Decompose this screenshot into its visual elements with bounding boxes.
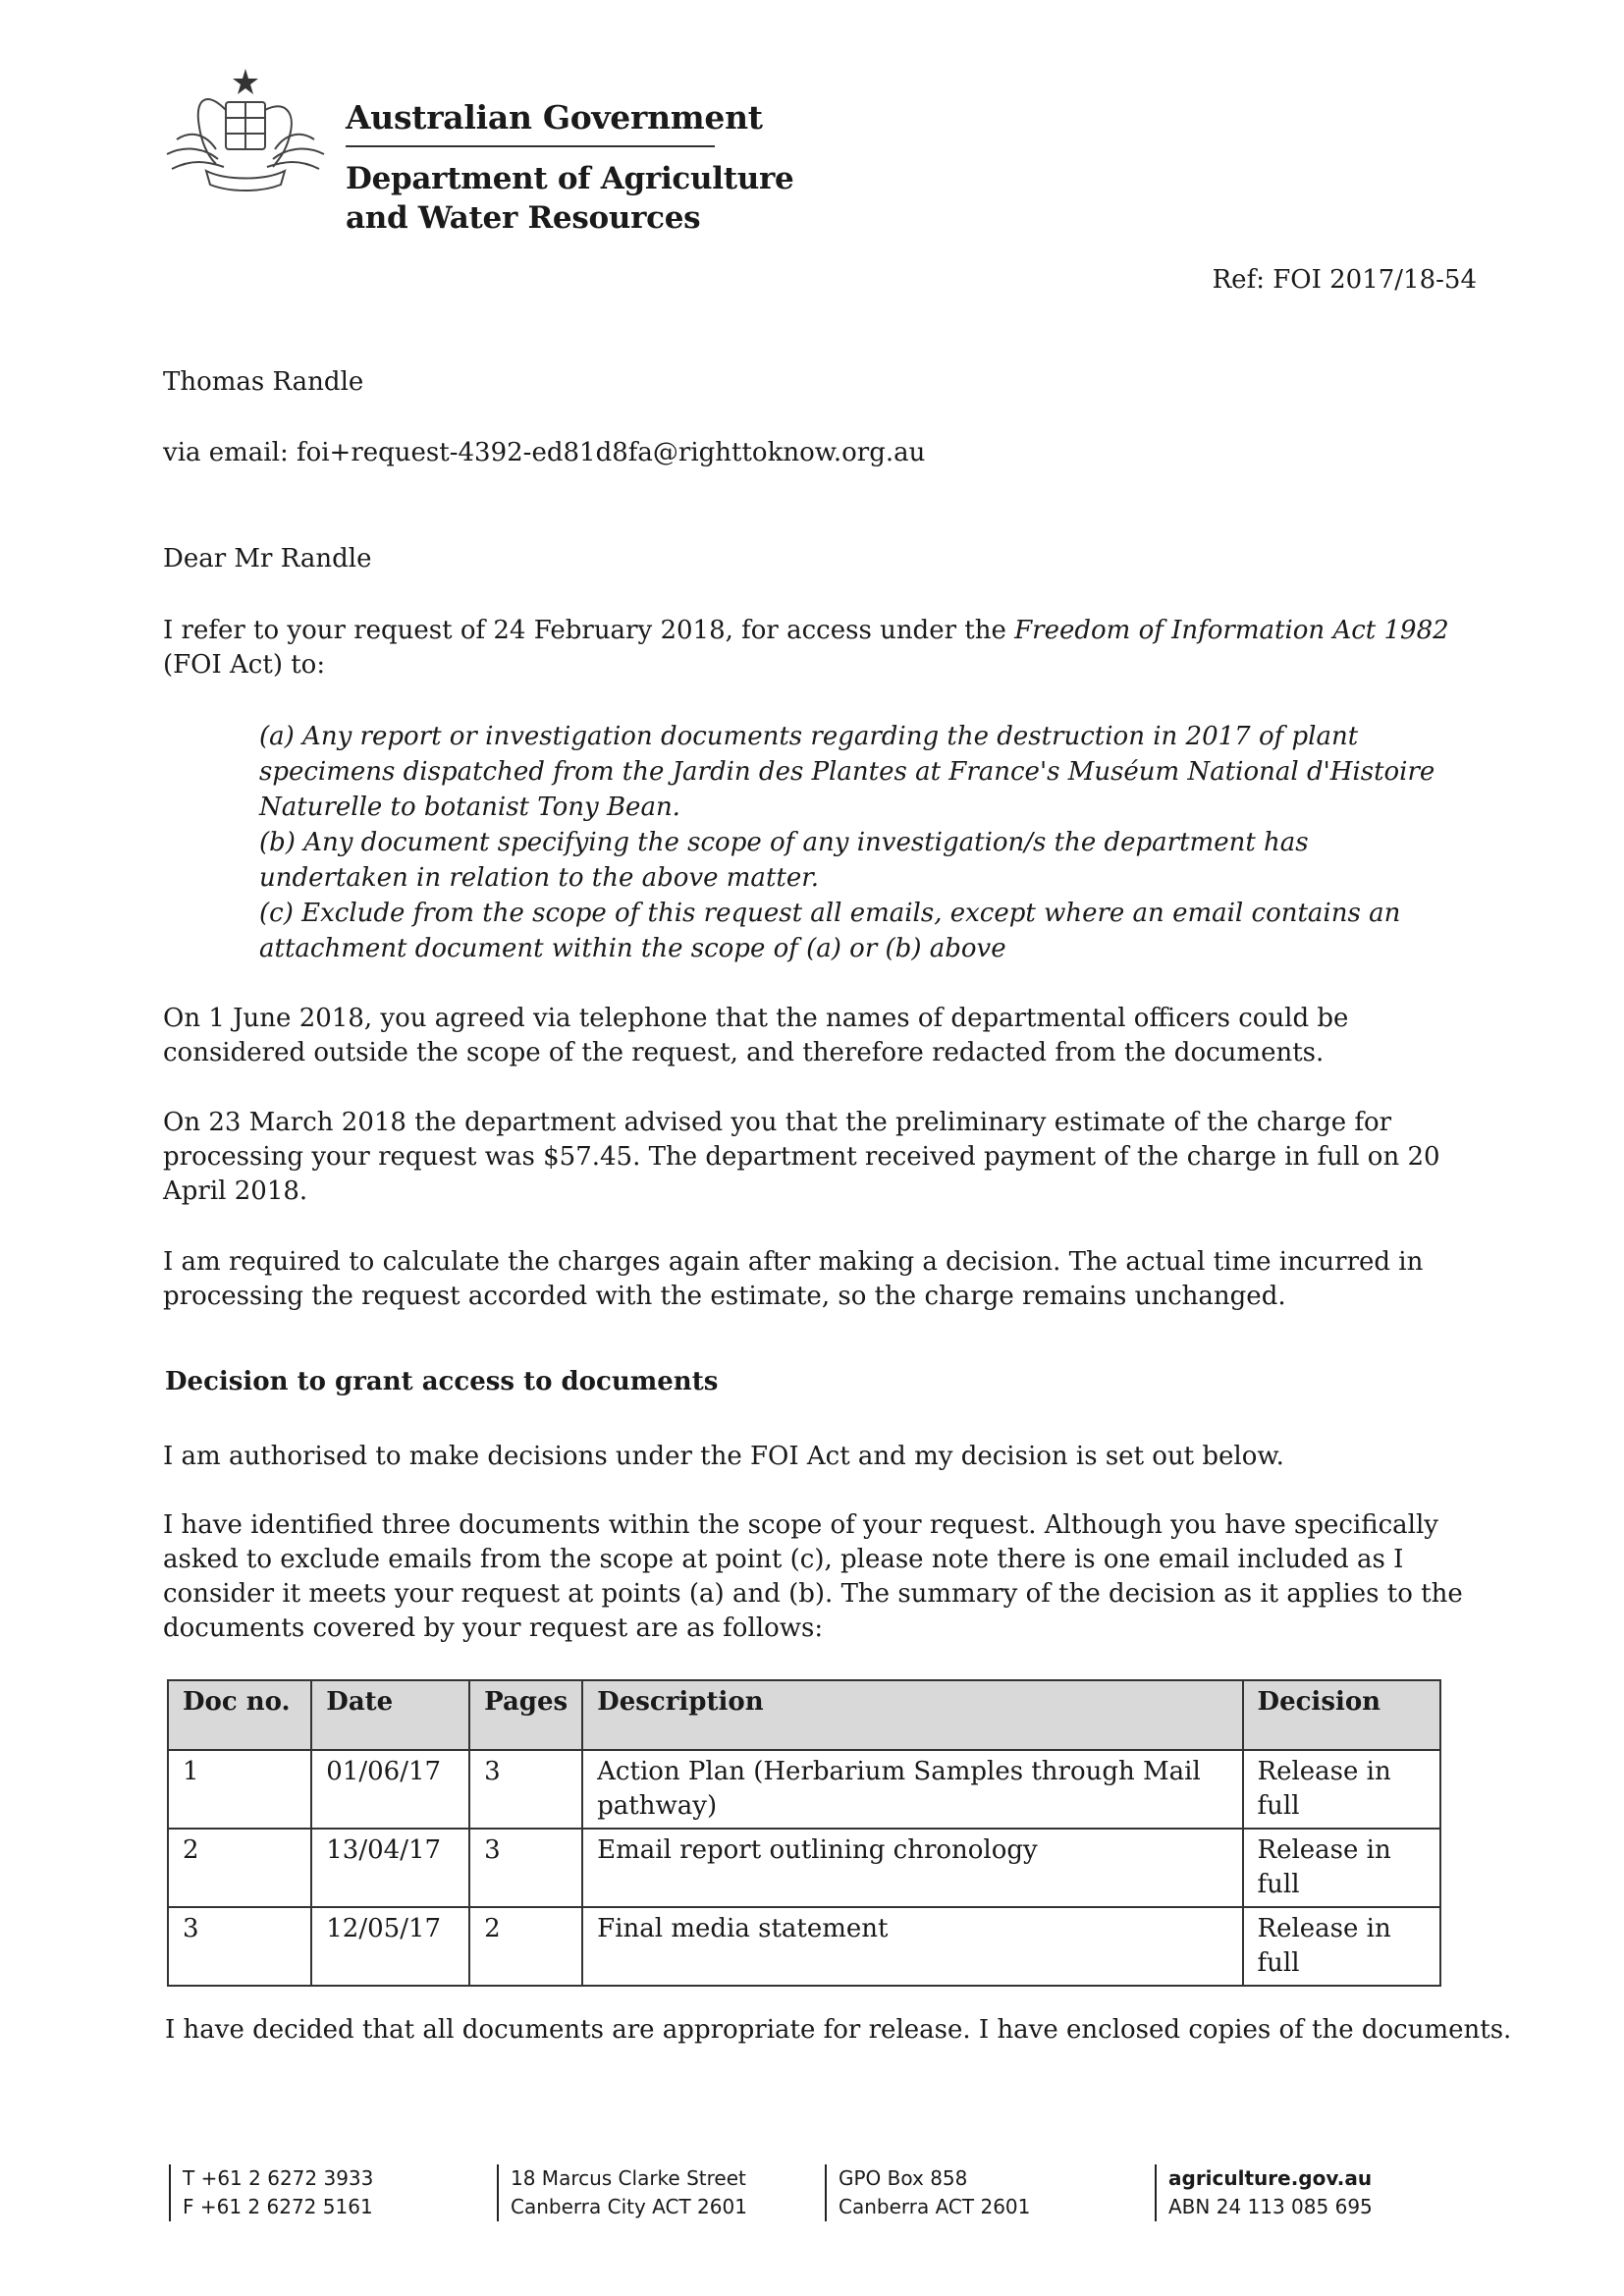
cell-doc-no: 3 bbox=[168, 1907, 311, 1986]
cell-decision: Release in full bbox=[1243, 1907, 1440, 1986]
salutation: Dear Mr Randle bbox=[163, 544, 372, 574]
header-doc-no: Doc no. bbox=[168, 1680, 311, 1750]
cell-date: 01/06/17 bbox=[311, 1750, 469, 1829]
reference-number: Ref: FOI 2017/18-54 bbox=[1212, 265, 1477, 295]
cell-date: 12/05/17 bbox=[311, 1907, 469, 1986]
cell-doc-no: 2 bbox=[168, 1829, 311, 1907]
request-item-c: (c) Exclude from the scope of this request all emails, except where an email contains an attachment document within the scope of (a) or (b) above bbox=[259, 899, 1401, 963]
charge-recalculation-paragraph: I am required to calculate the charges again after making a decision. The actual time incurred in processing the request accorded with the estimate, so the charge remains unchanged. bbox=[163, 1247, 1424, 1311]
table-row bbox=[168, 1829, 1440, 1907]
footer-street-line1: 18 Marcus Clarke Street bbox=[511, 2166, 746, 2190]
release-paragraph: I have decided that all documents are appropriate for release. I have enclosed copies of the documents. bbox=[165, 2015, 1512, 2045]
letterhead-divider bbox=[346, 145, 715, 147]
footer-web-abn bbox=[1155, 2164, 1373, 2221]
request-paragraph bbox=[163, 614, 1479, 683]
header-pages: Pages bbox=[469, 1680, 582, 1750]
cell-description: Action Plan (Herbarium Samples through Mail pathway) bbox=[582, 1750, 1242, 1829]
recipient-name: Thomas Randle bbox=[163, 367, 364, 397]
government-title: Australian Government bbox=[346, 98, 763, 137]
table-header-row bbox=[168, 1680, 1440, 1750]
coat-of-arms-logo bbox=[147, 61, 344, 208]
department-name-line2: and Water Resources bbox=[346, 200, 701, 236]
cell-decision: Release in full bbox=[1243, 1750, 1440, 1829]
footer-abn: ABN 24 113 085 695 bbox=[1168, 2195, 1373, 2218]
department-name-line1: Department of Agriculture bbox=[346, 161, 794, 196]
cell-decision: Release in full bbox=[1243, 1829, 1440, 1907]
cell-pages: 3 bbox=[469, 1829, 582, 1907]
request-text-start: I refer to your request of 24 February 2018, for access under the bbox=[163, 616, 1015, 645]
footer-fax: F +61 2 6272 5161 bbox=[183, 2195, 373, 2218]
scope-paragraph: On 1 June 2018, you agreed via telephone that the names of departmental officers could be considered outside the scope of the request, and therefore redacted from the documents. bbox=[163, 1004, 1349, 1067]
authorisation-paragraph: I am authorised to make decisions under the FOI Act and my decision is set out below. bbox=[163, 1442, 1284, 1471]
footer-website: agriculture.gov.au bbox=[1168, 2166, 1373, 2190]
request-item-b: (b) Any document specifying the scope of any investigation/s the department has undertaken in relation to the above matter. bbox=[259, 828, 1309, 893]
footer-phone: T +61 2 6272 3933 bbox=[183, 2166, 374, 2190]
footer-street-address bbox=[497, 2164, 747, 2221]
header-description: Description bbox=[582, 1680, 1242, 1750]
cell-pages: 2 bbox=[469, 1907, 582, 1986]
charge-estimate-paragraph: On 23 March 2018 the department advised you that the preliminary estimate of the charge for processing your request was $57.45. The department received payment of the charge in full on 20 April 2018. bbox=[163, 1108, 1440, 1206]
recipient-email: via email: foi+request-4392-ed81d8fa@righttoknow.org.au bbox=[163, 438, 926, 467]
cell-doc-no: 1 bbox=[168, 1750, 311, 1829]
cell-description: Email report outlining chronology bbox=[582, 1829, 1242, 1907]
request-text-end: (FOI Act) to: bbox=[163, 650, 326, 680]
footer-po-line1: GPO Box 858 bbox=[839, 2166, 968, 2190]
footer-po-line2: Canberra ACT 2601 bbox=[839, 2195, 1031, 2218]
table-row bbox=[168, 1907, 1440, 1986]
header-decision: Decision bbox=[1243, 1680, 1440, 1750]
footer-street-line2: Canberra City ACT 2601 bbox=[511, 2195, 747, 2218]
decision-table bbox=[167, 1679, 1441, 1987]
documents-identified-paragraph: I have identified three documents within the scope of your request. Although you have specifically asked to exclude emails from the scope at point (c), please note there is one email included as I consider it meets your request at points (a) and (b). The summary of the decision as it applies to the documents covered by your request are as follows: bbox=[163, 1510, 1463, 1643]
footer-postal-address bbox=[825, 2164, 1030, 2221]
act-name: Freedom of Information Act 1982 bbox=[1014, 616, 1449, 645]
request-item-a: (a) Any report or investigation documents regarding the destruction in 2017 of plant specimens dispatched from the Jardin des Plantes at France's Muséum National d'Histoire Naturelle to botanist Tony Bean. bbox=[259, 722, 1435, 822]
header-date: Date bbox=[311, 1680, 469, 1750]
footer-contact-numbers bbox=[169, 2164, 373, 2221]
table-row bbox=[168, 1750, 1440, 1829]
cell-date: 13/04/17 bbox=[311, 1829, 469, 1907]
cell-description: Final media statement bbox=[582, 1907, 1242, 1986]
cell-pages: 3 bbox=[469, 1750, 582, 1829]
decision-heading: Decision to grant access to documents bbox=[165, 1367, 719, 1396]
